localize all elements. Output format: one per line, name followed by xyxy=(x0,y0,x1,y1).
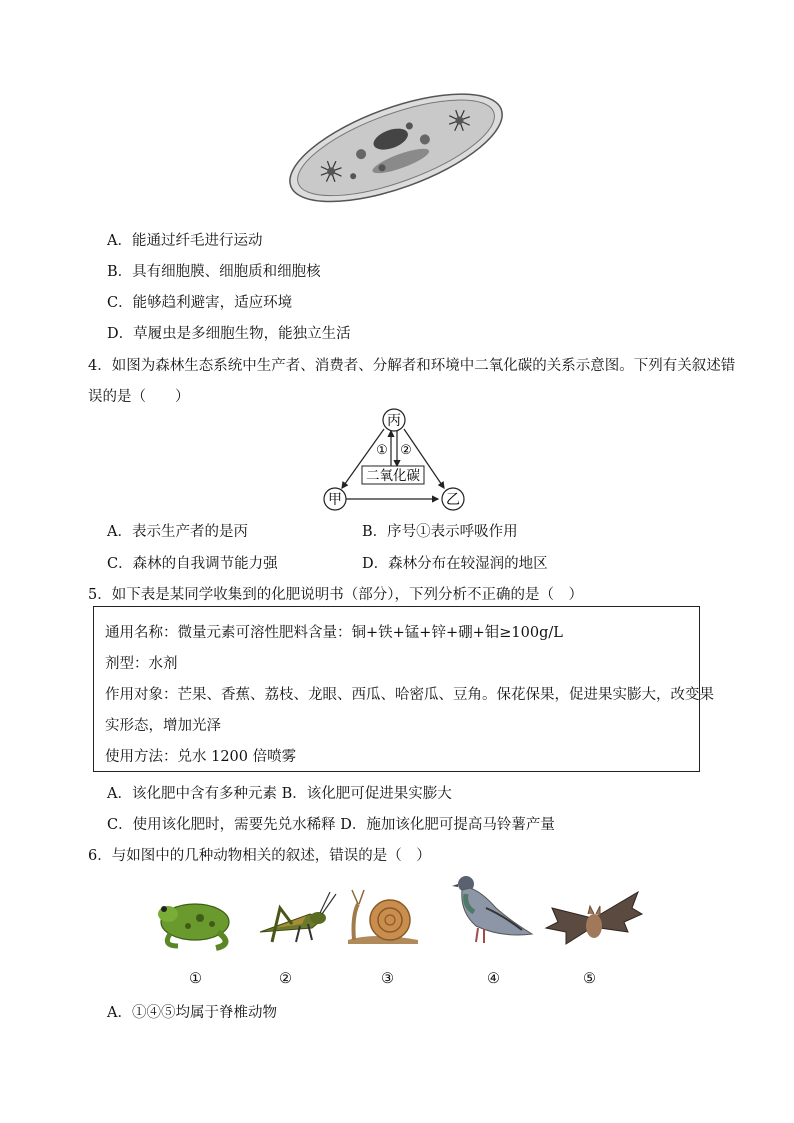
fertilizer-line-targets: 作用对象：芒果、香蕉、荔枝、龙眼、西瓜、哈密瓜、豆角。保花保果，促进果实膨大，改变果 xyxy=(105,687,714,703)
q5-stem: 5．如下表是某同学收集到的化肥说明书（部分），下列分析不正确的是（ ） xyxy=(88,587,583,603)
paramecium-image xyxy=(275,80,515,210)
carbon-cycle-diagram xyxy=(318,406,468,514)
q4-option-d: D．森林分布在较湿润的地区 xyxy=(362,556,548,572)
pigeon-image xyxy=(452,872,538,948)
q3-option-c: C．能够趋利避害，适应环境 xyxy=(107,295,293,311)
q4-stem-line1: 4．如图为森林生态系统中生产者、消费者、分解者和环境中二氧化碳的关系示意图。下列有关叙述错 xyxy=(88,358,736,374)
q6-stem: 6．与如图中的几种动物相关的叙述，错误的是（ ） xyxy=(88,848,431,864)
diagram-arrow-label-2: ② xyxy=(400,443,412,458)
snail-image xyxy=(344,886,422,948)
q5-option-cd: C．使用该化肥时，需要先兑水稀释 D．施加该化肥可提高马铃薯产量 xyxy=(107,817,555,833)
q6-option-a: A．①④⑤均属于脊椎动物 xyxy=(107,1005,277,1021)
diagram-node-left: 甲 xyxy=(328,492,342,508)
q3-option-a: A．能通过纤毛进行运动 xyxy=(107,233,263,249)
q3-option-d: D．草履虫是多细胞生物，能独立生活 xyxy=(107,326,351,342)
diagram-node-right: 乙 xyxy=(446,492,460,508)
q3-option-b: B．具有细胞膜、细胞质和细胞核 xyxy=(107,264,321,280)
q4-stem-line2: 误的是（ ） xyxy=(88,389,190,405)
diagram-center-co2: 二氧化碳 xyxy=(366,468,420,484)
animal-label-2: ② xyxy=(279,971,292,987)
diagram-node-top: 丙 xyxy=(387,413,401,429)
fertilizer-label-box xyxy=(93,606,714,772)
q4-option-a: A．表示生产者的是丙 xyxy=(107,524,248,540)
animal-label-5: ⑤ xyxy=(583,971,596,987)
diagram-arrow-label-1: ① xyxy=(376,443,388,458)
animal-label-1: ① xyxy=(189,971,202,987)
frog-image xyxy=(150,890,240,952)
fertilizer-line-form: 剂型：水剂 xyxy=(105,656,178,672)
fertilizer-line-name: 通用名称：微量元素可溶性肥料含量：铜+铁+锰+锌+硼+钼≥100g/L xyxy=(105,625,563,641)
animal-label-4: ④ xyxy=(487,971,500,987)
animal-label-3: ③ xyxy=(381,971,394,987)
q4-option-c: C．森林的自我调节能力强 xyxy=(107,556,278,572)
grasshopper-image xyxy=(250,888,340,954)
q4-option-b: B．序号①表示呼吸作用 xyxy=(362,524,518,540)
fertilizer-line-usage: 使用方法：兑水 1200 倍喷雾 xyxy=(105,749,297,765)
q5-option-ab: A．该化肥中含有多种元素 B．该化肥可促进果实膨大 xyxy=(107,786,452,802)
fertilizer-line-targets-cont: 实形态，增加光泽 xyxy=(105,718,221,734)
bat-image xyxy=(544,888,644,950)
